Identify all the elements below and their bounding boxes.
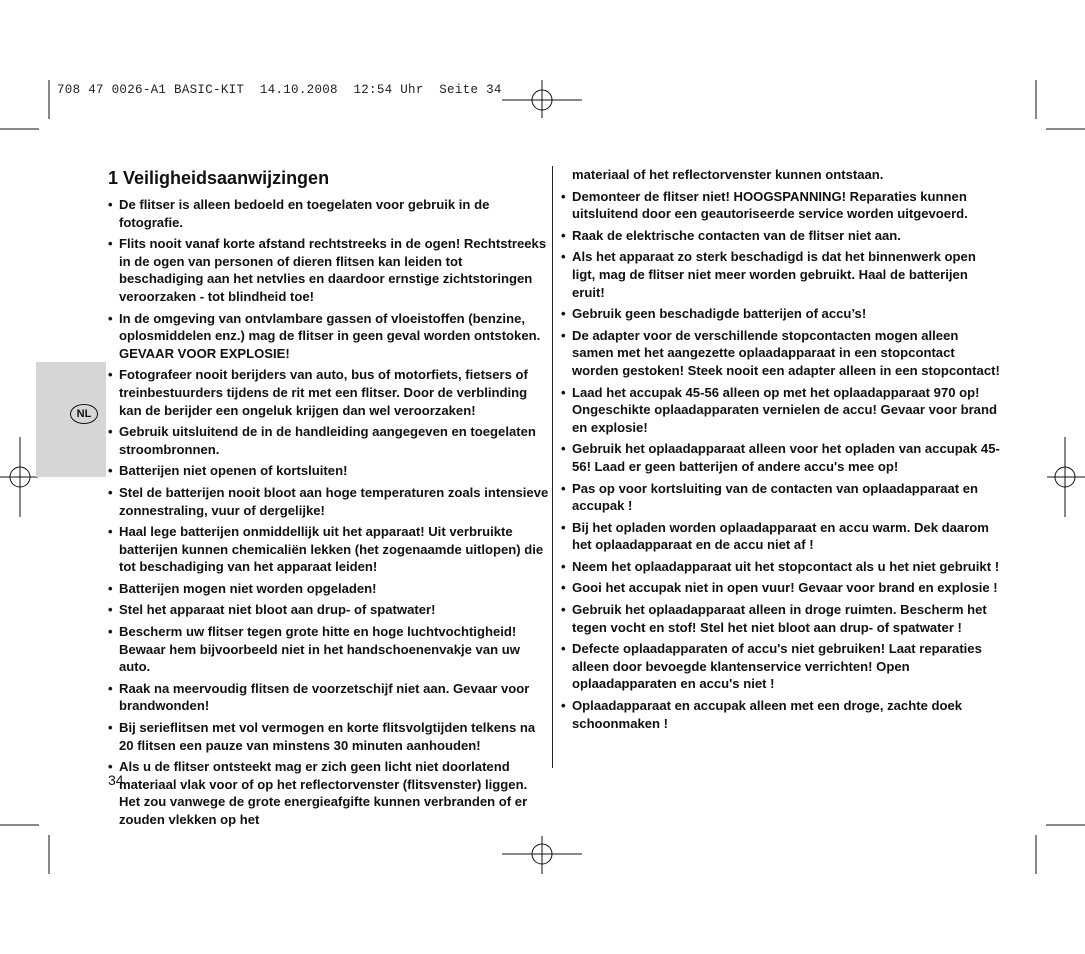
- language-badge: NL: [70, 404, 98, 424]
- list-item: • De flitser is alleen bedoeld en toegelaten voor gebruik in de fotografie.: [108, 196, 550, 231]
- safety-list-left: [108, 196, 550, 829]
- list-item: • Bij het opladen worden oplaadapparaat en accu warm. Dek daarom het oplaadapparaat en de accu niet af !: [561, 519, 1001, 554]
- list-item: • Gebruik uitsluitend de in de handleiding aangegeven en toegelaten stroombronnen.: [108, 423, 550, 458]
- list-item: • De adapter voor de verschillende stopcontacten mogen alleen samen met het aangezette oplaadapparaat in een stopcontact worden gestoken! Steek nooit een adapter alleen in een stopcontact!: [561, 327, 1001, 380]
- list-item: • Als het apparaat zo sterk beschadigd is dat het binnenwerk open ligt, mag de flitser niet meer worden gebruikt. Haal de batterijen eruit!: [561, 248, 1001, 301]
- list-item: • Raak na meervoudig flitsen de voorzetschijf niet aan. Gevaar voor brandwonden!: [108, 680, 550, 715]
- list-item: • Stel het apparaat niet bloot aan drup- of spatwater!: [108, 601, 550, 619]
- section-heading: 1 Veiligheidsaanwijzingen: [108, 168, 330, 188]
- list-item: • Laad het accupak 45-56 alleen op met het oplaadapparaat 970 op! Ongeschikte oplaadapparaten vernielen de accu! Gevaar voor brand en explosie!: [561, 384, 1001, 437]
- list-item: • Gebruik het oplaadapparaat alleen voor het opladen van accupak 45-56! Laad er geen batterijen of andere accu's mee op!: [561, 440, 1001, 475]
- list-item: • Batterijen mogen niet worden opgeladen!: [108, 580, 550, 598]
- safety-list-right: [561, 188, 1001, 733]
- list-item: • Bescherm uw flitser tegen grote hitte en hoge luchtvochtigheid! Bewaar hem bijvoorbeeld niet in het handschoenenvakje van uw auto.: [108, 623, 550, 676]
- list-item: • Pas op voor kortsluiting van de contacten van oplaadapparaat en accupak !: [561, 480, 1001, 515]
- list-item: • Demonteer de flitser niet! HOOGSPANNING! Reparaties kunnen uitsluitend door een geautoriseerde service worden uitgevoerd.: [561, 188, 1001, 223]
- print-slug: 708 47 0026-A1 BASIC-KIT 14.10.2008 12:54 Uhr Seite 34: [57, 83, 502, 97]
- list-item: • Als u de flitser ontsteekt mag er zich geen licht niet doorlatend materiaal vlak voor of op het reflectorvenster (flitsvenster) liggen. Het zou vanwege de grote energieafgifte kunnen verbranden of er zouden vlekken op het: [108, 758, 550, 828]
- list-item: • Neem het oplaadapparaat uit het stopcontact als u het niet gebruikt !: [561, 558, 1001, 576]
- left-column: [108, 166, 550, 833]
- registration-mark-top: [502, 80, 582, 118]
- list-item: • Gebruik geen beschadigde batterijen of accu’s!: [561, 305, 1001, 323]
- list-item: • Defecte oplaadapparaten of accu's niet gebruiken! Laat reparaties alleen door bevoegde klantenservice verrichten! Open oplaadapparaten en accu's niet !: [561, 640, 1001, 693]
- list-item: • Stel de batterijen nooit bloot aan hoge temperaturen zoals intensieve zonnestraling, vuur of dergelijke!: [108, 484, 550, 519]
- list-item: • Oplaadapparaat en accupak alleen met een droge, zachte doek schoonmaken !: [561, 697, 1001, 732]
- right-column: [561, 166, 1001, 736]
- list-item: • Haal lege batterijen onmiddellijk uit het apparaat! Uit verbruikte batterijen kunnen chemicaliën lekken (het zogenaamde uitlopen) die tot beschadiging van het apparaat leiden!: [108, 523, 550, 576]
- list-item: • In de omgeving van ontvlambare gassen of vloeistoffen (benzine, oplosmiddelen enz.) mag de flitser in geen geval worden ontstoken. GEVAAR VOOR EXPLOSIE!: [108, 310, 550, 363]
- page-number: 34: [108, 772, 124, 788]
- list-item: • Bij serieflitsen met vol vermogen en korte flitsvolgtijden telkens na 20 flitsen een pauze van minstens 30 minuten aanhouden!: [108, 719, 550, 754]
- list-item: • Flits nooit vanaf korte afstand rechtstreeks in de ogen! Rechtstreeks in de ogen van personen of dieren flitsen kan leiden tot beschadiging aan het netvlies en daardoor ernstige zichtstoringen veroorzaken - tot blindheid toe!: [108, 235, 550, 305]
- registration-mark-right: [1047, 437, 1085, 517]
- list-item: • Raak de elektrische contacten van de flitser niet aan.: [561, 227, 1001, 245]
- registration-mark-left: [0, 437, 38, 517]
- list-item: • Batterijen niet openen of kortsluiten!: [108, 462, 550, 480]
- column-divider: [552, 166, 553, 768]
- continued-text: materiaal of het reflectorvenster kunnen ontstaan.: [572, 167, 884, 182]
- list-item: • Fotografeer nooit berijders van auto, bus of motorfiets, fietsers of treinbestuurders tijdens de rit met een flitser. Door de verblinding kan de berijder een ongeluk krijgen dan wel veroorzaken!: [108, 366, 550, 419]
- list-item: • Gooi het accupak niet in open vuur! Gevaar voor brand en explosie !: [561, 579, 1001, 597]
- registration-mark-bottom: [502, 836, 582, 874]
- list-item: • Gebruik het oplaadapparaat alleen in droge ruimten. Bescherm het tegen vocht en stof! Stel het niet bloot aan drup- of spatwater !: [561, 601, 1001, 636]
